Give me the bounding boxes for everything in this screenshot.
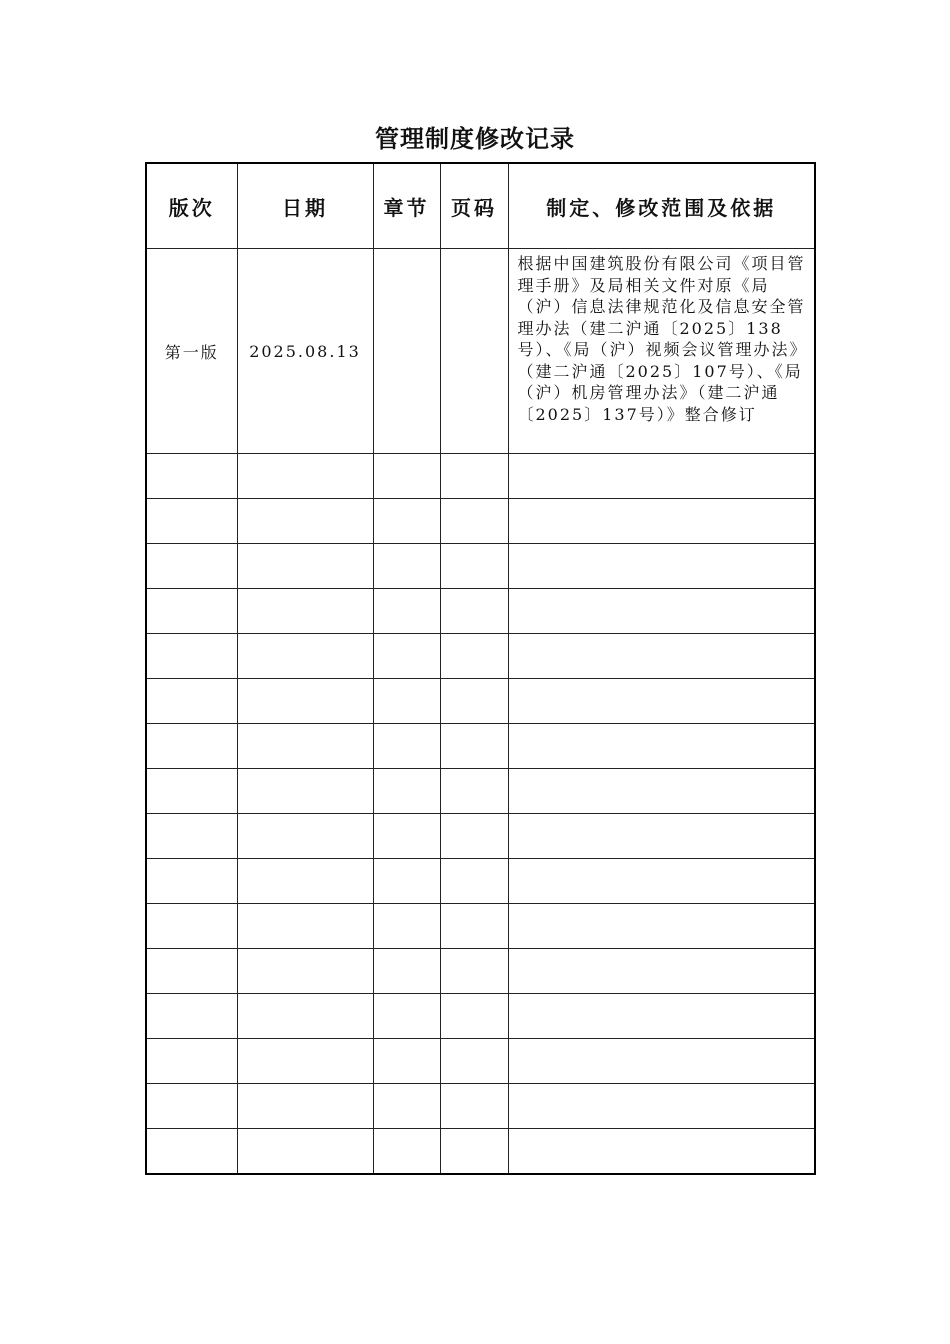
cell-chapter (373, 949, 440, 994)
cell-basis (508, 679, 815, 724)
table-row (146, 994, 815, 1039)
cell-chapter (373, 634, 440, 679)
table-row (146, 679, 815, 724)
cell-basis (508, 499, 815, 544)
cell-date (237, 814, 373, 859)
cell-version (146, 1084, 237, 1129)
cell-basis (508, 544, 815, 589)
cell-page (440, 949, 508, 994)
cell-version (146, 724, 237, 769)
cell-date (237, 904, 373, 949)
table-row (146, 724, 815, 769)
cell-version (146, 994, 237, 1039)
cell-basis (508, 589, 815, 634)
cell-date (237, 544, 373, 589)
table-row (146, 949, 815, 994)
cell-date (237, 454, 373, 499)
cell-chapter (373, 1039, 440, 1084)
cell-chapter (373, 904, 440, 949)
cell-date (237, 949, 373, 994)
cell-page (440, 634, 508, 679)
cell-chapter (373, 724, 440, 769)
cell-chapter (373, 859, 440, 904)
table-body (146, 249, 815, 1175)
cell-date (237, 1129, 373, 1175)
cell-date (237, 1039, 373, 1084)
cell-chapter (373, 249, 440, 454)
column-header-basis: 制定、修改范围及依据 (508, 163, 815, 249)
cell-page (440, 769, 508, 814)
cell-version (146, 769, 237, 814)
cell-page (440, 249, 508, 454)
table-row (146, 769, 815, 814)
cell-chapter (373, 544, 440, 589)
cell-page (440, 589, 508, 634)
cell-version (146, 1129, 237, 1175)
cell-date (237, 859, 373, 904)
cell-basis (508, 1084, 815, 1129)
cell-date: 2025.08.13 (237, 249, 373, 454)
cell-page (440, 1084, 508, 1129)
table-row (146, 1129, 815, 1175)
cell-chapter (373, 1084, 440, 1129)
cell-page (440, 679, 508, 724)
table-row (146, 904, 815, 949)
cell-page (440, 544, 508, 589)
cell-chapter (373, 679, 440, 724)
cell-version (146, 679, 237, 724)
cell-page (440, 859, 508, 904)
cell-version (146, 904, 237, 949)
cell-basis (508, 454, 815, 499)
cell-basis (508, 1129, 815, 1175)
cell-basis (508, 724, 815, 769)
cell-page (440, 724, 508, 769)
cell-page (440, 499, 508, 544)
table-row (146, 814, 815, 859)
cell-version: 第一版 (146, 249, 237, 454)
table-row (146, 249, 815, 454)
cell-basis (508, 904, 815, 949)
cell-date (237, 499, 373, 544)
table-row (146, 544, 815, 589)
cell-date (237, 769, 373, 814)
cell-basis (508, 634, 815, 679)
cell-chapter (373, 994, 440, 1039)
revision-record-table (145, 162, 816, 1175)
cell-page (440, 454, 508, 499)
cell-basis (508, 994, 815, 1039)
cell-basis (508, 949, 815, 994)
cell-page (440, 904, 508, 949)
table-row (146, 859, 815, 904)
table-row (146, 589, 815, 634)
cell-page (440, 814, 508, 859)
cell-date (237, 994, 373, 1039)
cell-chapter (373, 454, 440, 499)
cell-page (440, 1039, 508, 1084)
cell-page (440, 1129, 508, 1175)
cell-chapter (373, 814, 440, 859)
cell-basis (508, 1039, 815, 1084)
cell-basis (508, 769, 815, 814)
cell-version (146, 814, 237, 859)
cell-chapter (373, 769, 440, 814)
table-row (146, 1039, 815, 1084)
cell-date (237, 1084, 373, 1129)
cell-version (146, 544, 237, 589)
cell-date (237, 634, 373, 679)
cell-basis: 根据中国建筑股份有限公司《项目管理手册》及局相关文件对原《局（沪）信息法律规范化及信息安全管理办法（建二沪通〔2025〕138号）、《局（沪）视频会议管理办法》（建二沪通〔2025〕107号）、《局（沪）机房管理办法》（建二沪通〔2025〕137号）》整合修订 (508, 249, 815, 454)
column-header-chapter: 章节 (373, 163, 440, 249)
cell-version (146, 499, 237, 544)
cell-version (146, 949, 237, 994)
cell-version (146, 634, 237, 679)
cell-date (237, 679, 373, 724)
table-header-row (146, 163, 815, 249)
cell-chapter (373, 589, 440, 634)
page-title: 管理制度修改记录 (375, 125, 575, 153)
cell-date (237, 589, 373, 634)
table-row (146, 1084, 815, 1129)
cell-chapter (373, 499, 440, 544)
table-row (146, 634, 815, 679)
cell-version (146, 454, 237, 499)
cell-basis (508, 814, 815, 859)
cell-basis (508, 859, 815, 904)
cell-chapter (373, 1129, 440, 1175)
table-row (146, 499, 815, 544)
cell-version (146, 859, 237, 904)
column-header-page: 页码 (440, 163, 508, 249)
column-header-version: 版次 (146, 163, 237, 249)
table-row (146, 454, 815, 499)
cell-version (146, 1039, 237, 1084)
cell-page (440, 994, 508, 1039)
cell-version (146, 589, 237, 634)
column-header-date: 日期 (237, 163, 373, 249)
cell-date (237, 724, 373, 769)
